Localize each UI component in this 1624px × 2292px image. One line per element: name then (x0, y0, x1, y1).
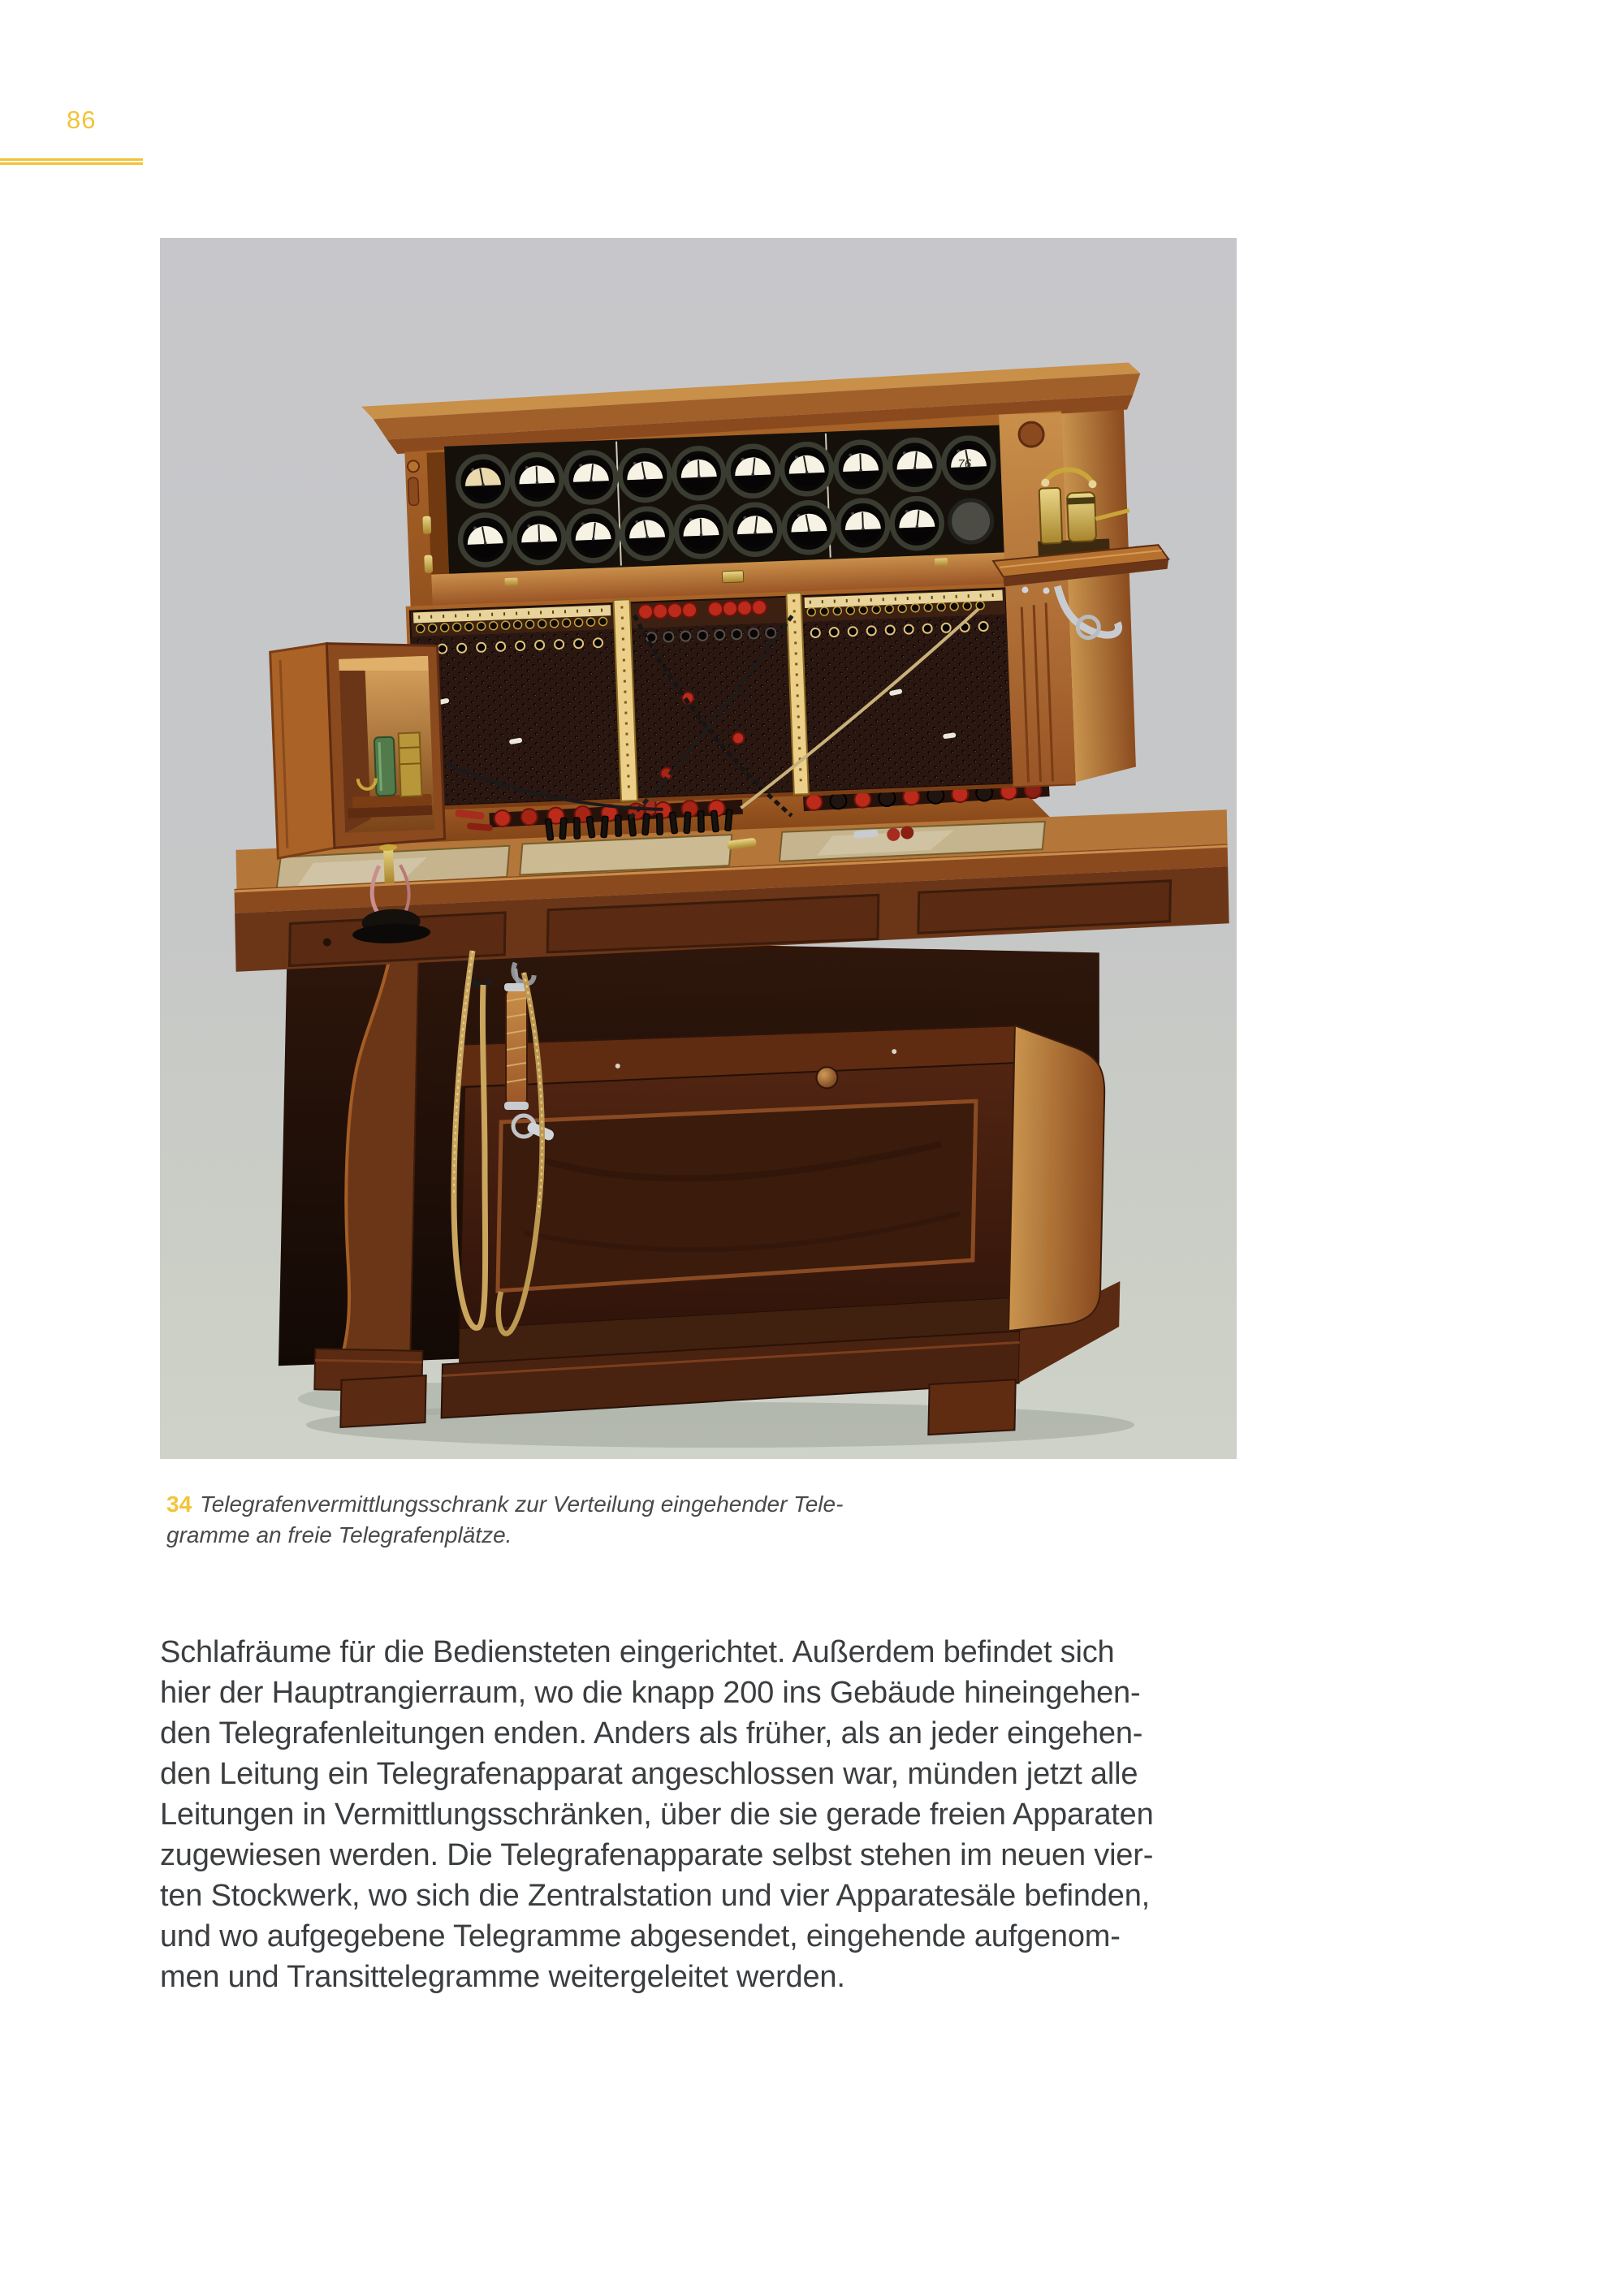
page-number: 86 (67, 106, 97, 134)
body-line: den Leitung ein Telegrafenapparat angeschlossen war, münden jetzt alle (160, 1757, 1138, 1791)
body-paragraph (160, 1632, 1313, 1997)
lower-cabinet (277, 927, 1127, 1444)
telegraph-cabinet-illustration (160, 238, 1237, 1459)
body-line: den Telegrafenleitungen enden. Anders als früher, als an jeder eingehen- (160, 1716, 1143, 1750)
brass-plaque (722, 571, 744, 583)
body-line: ten Stockwerk, wo sich die Zentralstation und vier Apparatesäle befinden, (160, 1879, 1150, 1913)
meter-label: 76 (957, 456, 972, 472)
body-line: men und Transittelegramme weitergeleitet werden. (160, 1960, 845, 1994)
upper-hutch (361, 361, 1177, 831)
body-line: zugewiesen werden. Die Telegrafenapparate selbst stehen im neuen vier- (160, 1838, 1154, 1872)
body-line: hier der Hauptrangierraum, wo die knapp 200 ins Gebäude hineingehen- (160, 1676, 1141, 1710)
accent-rule (0, 158, 143, 165)
body-line: Schlafräume für die Bediensteten eingerichtet. Außerdem befindet sich (160, 1635, 1115, 1669)
body-line: Leitungen in Vermittlungsschränken, über die sie gerade freien Apparaten (160, 1798, 1154, 1832)
body-line: und wo aufgegebene Telegramme abgesendet, eingehende aufgenom- (160, 1919, 1121, 1953)
jack-panels (410, 588, 1013, 805)
carved-roundel (1019, 422, 1044, 447)
figure-caption (166, 1489, 1060, 1551)
caption-number: 34 (166, 1491, 192, 1517)
figure-photo (160, 238, 1237, 1459)
cabinet-knob (816, 1067, 838, 1089)
caption-line-1: Telegrafenvermittlungsschrank zur Verteilung eingehender Tele- (200, 1491, 844, 1517)
caption-line-2: gramme an freie Telegrafenplätze. (166, 1522, 512, 1547)
